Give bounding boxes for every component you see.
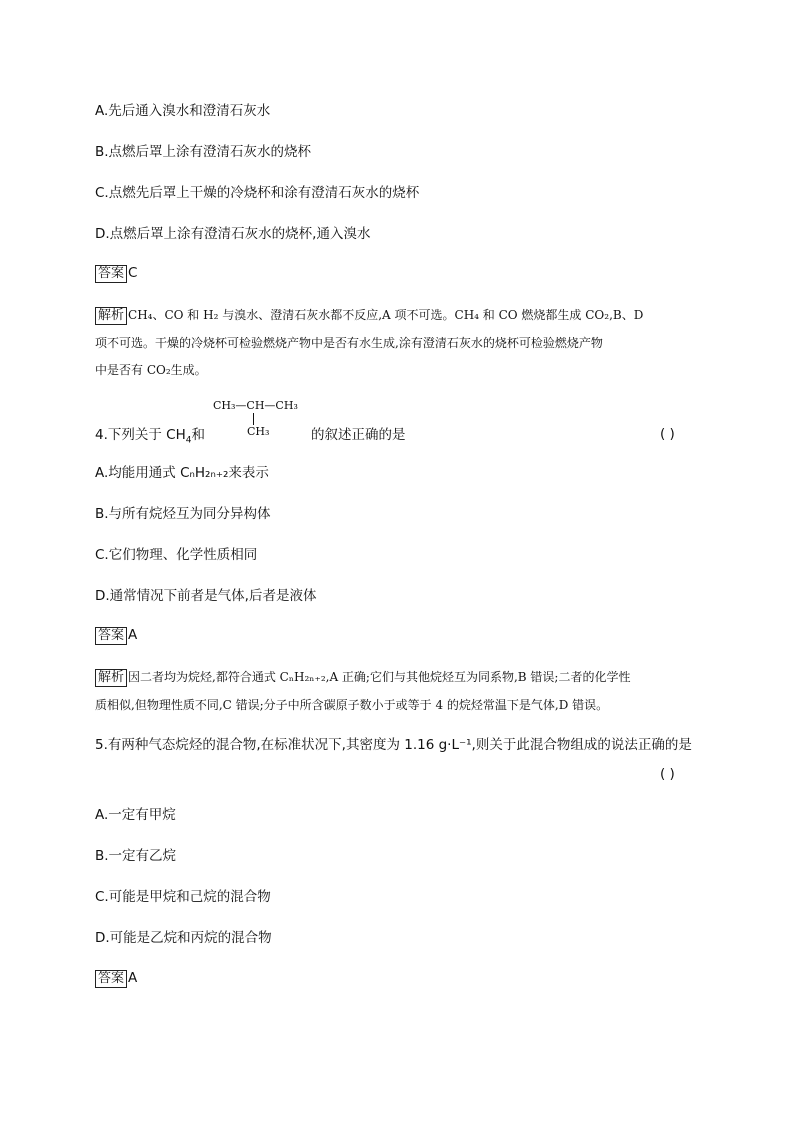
explanation-line: 中是否有 CO₂生成。: [95, 363, 207, 377]
q5-option-a: A.一定有甲烷: [95, 807, 176, 823]
q4-option-b: B.与所有烷烃互为同分异构体: [95, 506, 271, 522]
q5-stem: 5.有两种气态烷烃的混合物,在标准状况下,其密度为 1.16 g·L⁻¹,则关于此混合物组成的说法正确的是: [95, 737, 692, 753]
q3-explanation: [95, 306, 699, 379]
q4-explanation: [95, 668, 699, 714]
q4-stem: [95, 426, 405, 450]
answer-value: A: [128, 627, 138, 643]
explanation-line: [95, 306, 699, 325]
answer-value: C: [128, 265, 138, 281]
explanation-tag: 解析: [95, 307, 127, 325]
answer-value: A: [128, 970, 138, 986]
q3-option-c: C.点燃先后罩上干燥的冷烧杯和涂有澄清石灰水的烧杯: [95, 185, 420, 201]
answer-tag: 答案: [95, 627, 127, 645]
q4-option-c: C.它们物理、化学性质相同: [95, 547, 258, 563]
answer-tag: 答案: [95, 265, 127, 283]
isobutane-formula-bottom: CH₃: [247, 425, 270, 438]
explanation-text: 因二者均为烷烃,都符合通式 CₙH₂ₙ₊₂,A 正确;它们与其他烷烃互为同系物,B 错误;二者的化学性: [128, 670, 631, 684]
q4-stem-sub: 4: [185, 435, 192, 446]
q4-option-a: A.均能用通式 CₙH₂ₙ₊₂来表示: [95, 465, 269, 481]
q4-option-d: D.通常情况下前者是气体,后者是液体: [95, 588, 317, 604]
formula-bond-line: [253, 413, 254, 425]
explanation-tag: 解析: [95, 669, 127, 687]
explanation-line: 项不可选。干燥的冷烧杯可检验燃烧产物中是否有水生成,涂有澄清石灰水的烧杯可检验燃烧产物: [95, 336, 603, 350]
q5-option-d: D.可能是乙烷和丙烷的混合物: [95, 930, 272, 946]
q3-option-d: D.点燃后罩上涂有澄清石灰水的烧杯,通入溴水: [95, 226, 371, 242]
q4-stem-mid: 和: [191, 427, 205, 443]
q4-stem-pre: 4.下列关于 CH: [95, 427, 186, 443]
explanation-line: 质相似,但物理性质不同,C 错误;分子中所含碳原子数小于或等于 4 的烷烃常温下是气体,D 错误。: [95, 698, 609, 712]
q5-answer-paren: ( ): [660, 766, 675, 782]
explanation-text: CH₄、CO 和 H₂ 与溴水、澄清石灰水都不反应,A 项不可选。CH₄ 和 CO 燃烧都生成 CO₂,B、D: [128, 308, 644, 322]
q3-option-b: B.点燃后罩上涂有澄清石灰水的烧杯: [95, 144, 312, 160]
q4-answer-paren: ( ): [660, 426, 675, 442]
q5-answer: [95, 969, 137, 988]
q5-option-b: B.一定有乙烷: [95, 848, 177, 864]
answer-tag: 答案: [95, 970, 127, 988]
q3-option-a: A.先后通入溴水和澄清石灰水: [95, 103, 271, 119]
q4-answer: [95, 626, 137, 645]
explanation-line: [95, 668, 699, 687]
q5-option-c: C.可能是甲烷和己烷的混合物: [95, 889, 271, 905]
q4-stem-post: 的叙述正确的是: [310, 427, 406, 443]
isobutane-formula-top: CH₃—CH—CH₃: [213, 399, 298, 412]
q3-answer: [95, 264, 137, 283]
